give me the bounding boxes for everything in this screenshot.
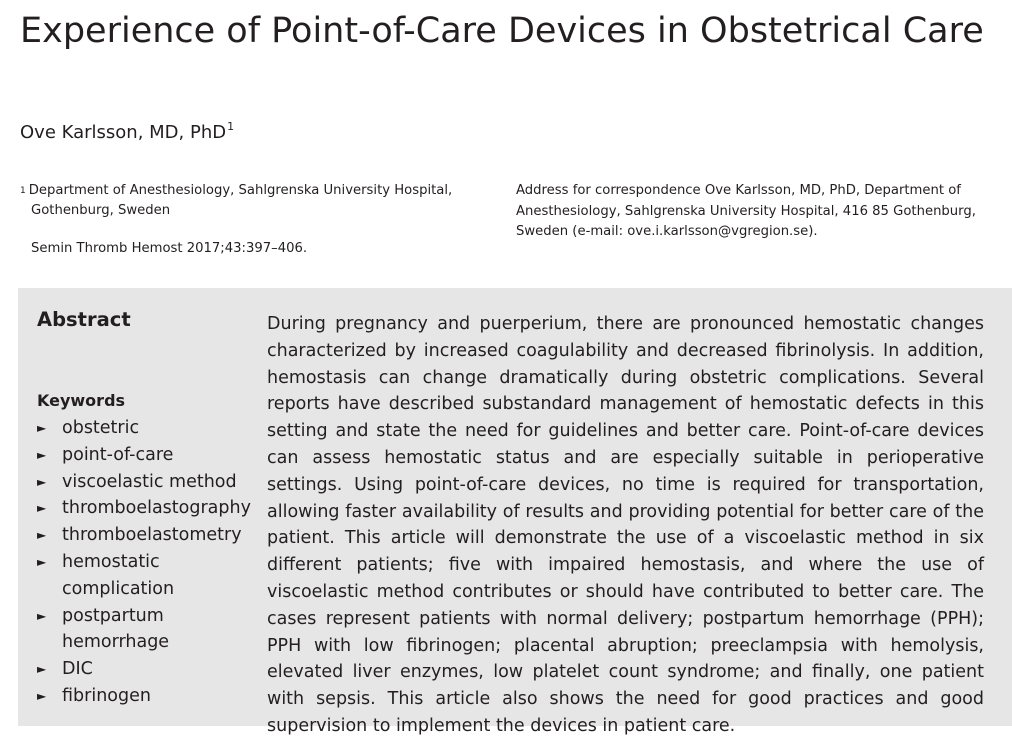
- keywords-heading: Keywords: [37, 391, 126, 410]
- arrow-bullet-icon: ►: [37, 501, 47, 516]
- arrow-bullet-icon: ►: [37, 421, 47, 435]
- abstract-panel: [18, 288, 1012, 736]
- keyword-item: [37, 495, 251, 522]
- keyword-item: [37, 549, 175, 603]
- arrow-bullet-icon: ►: [37, 447, 47, 462]
- keyword-item: [37, 522, 251, 549]
- arrow-bullet-icon: ►: [37, 608, 47, 623]
- keyword-item: [37, 469, 251, 496]
- keyword-item: [37, 442, 251, 469]
- abstract-heading: Abstract: [37, 308, 131, 331]
- author-line: [20, 122, 234, 143]
- keyword-label: viscoelastic method: [62, 471, 237, 492]
- author-name: Ove Karlsson, MD, PhD: [20, 122, 227, 143]
- arrow-bullet-icon: ►: [37, 662, 47, 677]
- arrow-bullet-icon: ►: [37, 688, 47, 703]
- keyword-label: point-of-care: [62, 444, 174, 465]
- keyword-item: [37, 415, 251, 442]
- correspondence-address: Address for correspondence Ove Karlsson, MD, PhD, Department of Anesthesiology, Sahlgrenska University Hospital, 416 85 Gothenburg, Sweden (e-mail: ove.i.karlsson@vgregion.se).: [516, 183, 976, 239]
- keyword-item: [37, 656, 251, 683]
- keyword-item: [37, 603, 172, 657]
- keyword-label: thromboelastometry: [62, 525, 242, 546]
- keyword-label: thromboelastography: [62, 498, 251, 519]
- abstract-text: During pregnancy and puerperium, there are pronounced hemostatic changes characterized by increased coagulability and decreased fibrinolysis. In addition, hemostasis can change dramatically during obstetric complications. Several reports have described substandard management of hemostatic defects in this setting and state the need for guidelines and better care. Point-of-care devices can assess hemostatic status and are especially suitable in perioperative settings. Using point-of-care devices, no time is required for transportation, allowing faster availability of results and providing potential for better care of the patient. This article will demonstrate the use of a viscoelastic method in six different patients; five with impaired hemostasis, and where the use of viscoelastic method contributes or should have contributed to better care. The cases represent patients with normal delivery; postpartum hemorrhage (PPH); PPH with low fibrinogen; placental abruption; preeclampsia with hemolysis, elevated liver enzymes, low platelet count syndrome; and finally, one patient with sepsis. This article also shows the need for good practices and good supervision to implement the devices in patient care.: [267, 314, 984, 736]
- arrow-bullet-icon: ►: [37, 474, 47, 489]
- author-affiliation-marker: 1: [227, 120, 235, 133]
- keywords-list: [37, 415, 251, 710]
- keyword-label: postpartum hemorrhage: [62, 605, 170, 653]
- keyword-label: fibrinogen: [62, 685, 151, 706]
- affiliation-marker: 1: [20, 186, 26, 196]
- keyword-label: obstetric: [62, 418, 140, 438]
- keyword-item: [37, 683, 251, 710]
- arrow-bullet-icon: ►: [37, 528, 47, 543]
- affiliation-line-2: Gothenburg, Sweden: [31, 203, 171, 218]
- arrow-bullet-icon: ►: [37, 554, 47, 569]
- journal-citation: Semin Thromb Hemost 2017;43:397–406.: [31, 241, 308, 256]
- keyword-label: DIC: [62, 659, 93, 680]
- keyword-label: hemostatic complication: [62, 551, 175, 599]
- article-title: Experience of Point-of-Care Devices in Obstetrical Care: [20, 11, 984, 51]
- affiliation-line-1: Department of Anesthesiology, Sahlgrenska University Hospital,: [28, 183, 453, 198]
- affiliation: [20, 181, 490, 221]
